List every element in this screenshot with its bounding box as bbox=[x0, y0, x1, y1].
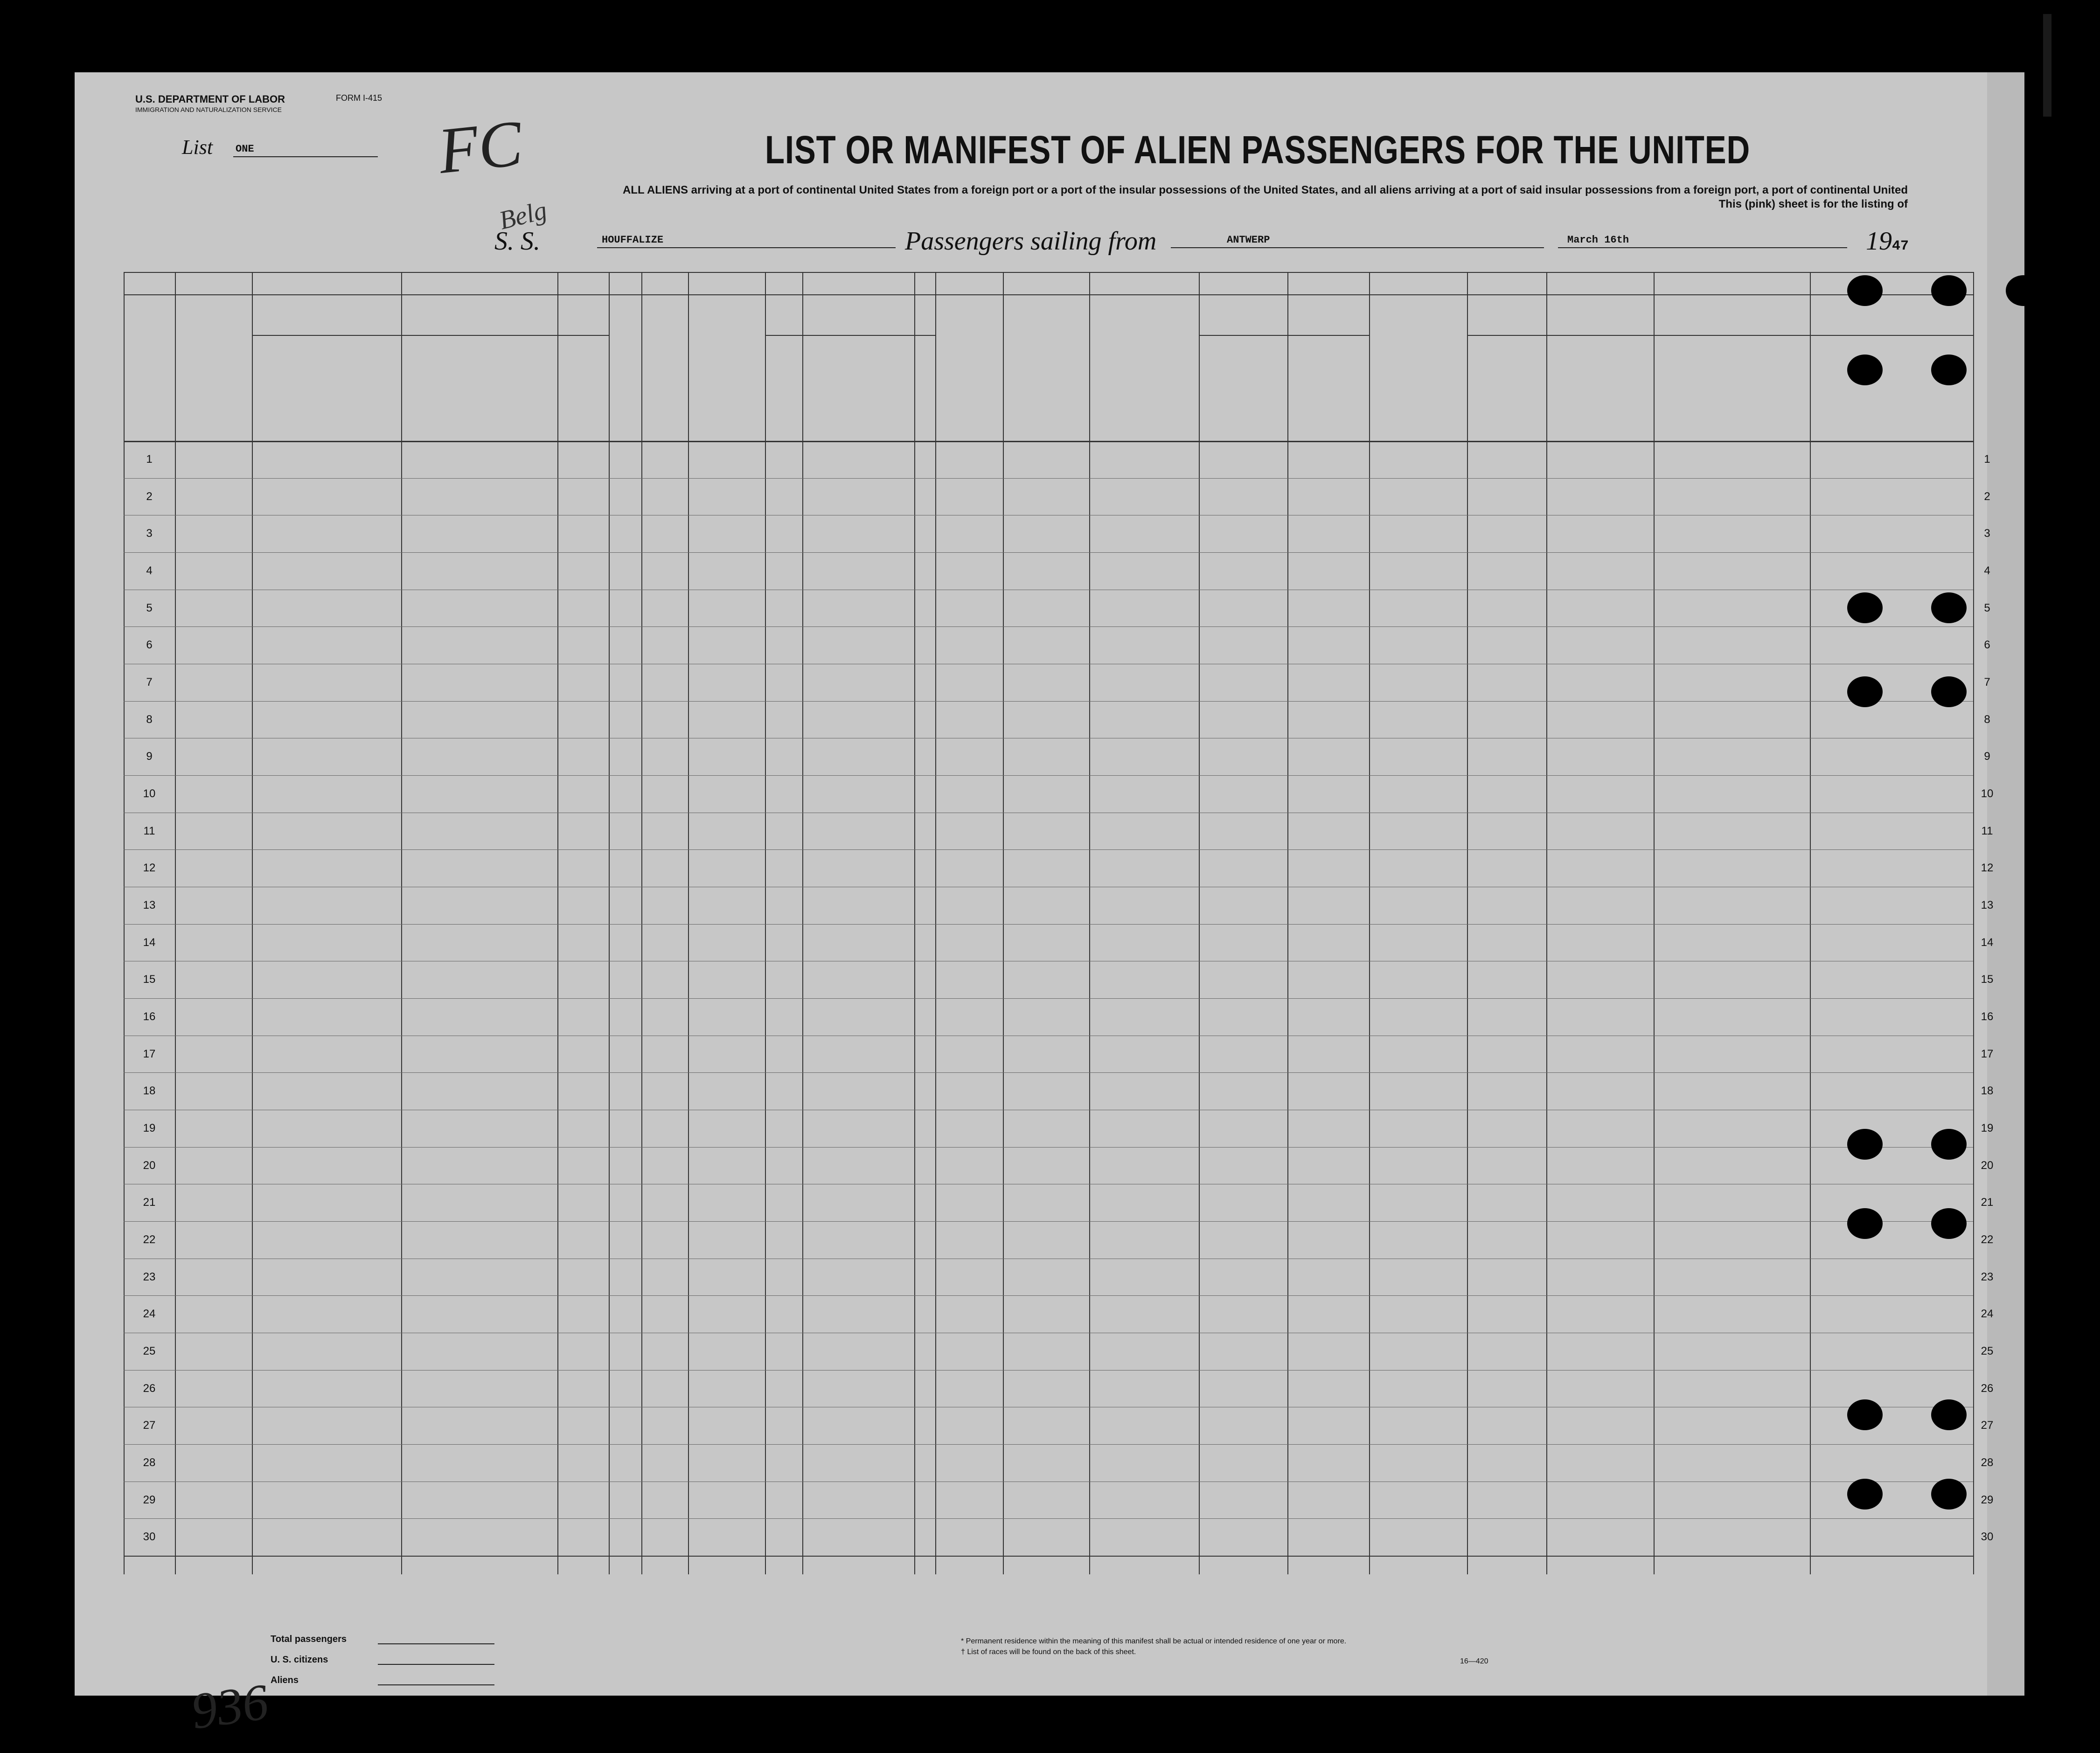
punch-hole bbox=[1847, 1208, 1883, 1239]
column-divider bbox=[1810, 272, 1811, 1574]
punch-hole bbox=[1931, 1479, 1967, 1510]
punch-hole bbox=[1847, 355, 1883, 385]
sailing-label: Passengers sailing from bbox=[905, 227, 1157, 256]
row-divider bbox=[124, 626, 1973, 627]
row-number: 10 bbox=[143, 787, 156, 800]
total-underline bbox=[378, 1643, 494, 1644]
row-number: 22 bbox=[143, 1233, 156, 1246]
column-divider bbox=[935, 272, 936, 1574]
manifest-sheet bbox=[75, 72, 1994, 1740]
row-number: 29 bbox=[143, 1493, 156, 1506]
row-divider bbox=[124, 701, 1973, 702]
binder-tab bbox=[2043, 14, 2051, 117]
row-number-right: 20 bbox=[1981, 1159, 1994, 1172]
row-number: 14 bbox=[143, 936, 156, 949]
row-number: 16 bbox=[143, 1010, 156, 1023]
sailing-date: March 16th bbox=[1567, 234, 1629, 246]
column-divider bbox=[1199, 272, 1200, 1574]
row-number: 30 bbox=[143, 1530, 156, 1544]
row-number: 20 bbox=[143, 1159, 156, 1172]
punch-hole bbox=[1931, 1129, 1967, 1160]
row-number: 18 bbox=[143, 1085, 156, 1098]
sheet-edge bbox=[1987, 72, 2024, 1696]
intro-line-2: This (pink) sheet is for the listing of bbox=[1718, 198, 1908, 210]
us-citizens-label: U. S. citizens bbox=[271, 1655, 328, 1665]
subheader-divider bbox=[1654, 335, 1973, 336]
ss-label: S. S. bbox=[494, 227, 540, 256]
row-divider bbox=[124, 1147, 1973, 1148]
punch-hole bbox=[1931, 355, 1967, 385]
row-divider bbox=[124, 478, 1973, 479]
row-number-right: 2 bbox=[1984, 490, 1990, 503]
row-number-right: 14 bbox=[1981, 936, 1994, 949]
year-prefix: 19 bbox=[1866, 227, 1892, 256]
handwritten-mark: FC bbox=[435, 107, 526, 188]
row-divider bbox=[124, 1518, 1973, 1519]
row-divider bbox=[124, 924, 1973, 925]
row-number-right: 12 bbox=[1981, 862, 1994, 875]
row-number-right: 9 bbox=[1984, 750, 1990, 763]
row-number-right: 27 bbox=[1981, 1419, 1994, 1432]
row-number-right: 4 bbox=[1984, 564, 1990, 577]
row-number-right: 6 bbox=[1984, 639, 1990, 652]
ship-name: HOUFFALIZE bbox=[602, 234, 664, 246]
row-number: 27 bbox=[143, 1419, 156, 1432]
service-label: IMMIGRATION AND NATURALIZATION SERVICE bbox=[135, 106, 282, 113]
handwritten-belg: Belg bbox=[496, 195, 550, 236]
citizens-underline bbox=[378, 1664, 494, 1665]
row-number-right: 18 bbox=[1981, 1085, 1994, 1098]
row-number-right: 21 bbox=[1981, 1196, 1994, 1209]
row-number: 9 bbox=[146, 750, 153, 763]
row-number: 15 bbox=[143, 973, 156, 986]
row-number-right: 5 bbox=[1984, 601, 1990, 614]
department-label: U.S. DEPARTMENT OF LABOR bbox=[135, 93, 285, 105]
form-code: 16—420 bbox=[1460, 1657, 1488, 1665]
year-label bbox=[1866, 226, 1909, 256]
row-number: 8 bbox=[146, 713, 153, 726]
row-divider bbox=[124, 552, 1973, 553]
subheader-divider bbox=[1467, 335, 1654, 336]
year-value: 47 bbox=[1892, 238, 1909, 254]
list-value: ONE bbox=[236, 143, 254, 155]
list-underline bbox=[233, 156, 378, 157]
subheader-divider bbox=[252, 335, 557, 336]
row-divider bbox=[124, 1444, 1973, 1445]
row-number: 19 bbox=[143, 1121, 156, 1134]
total-passengers-label: Total passengers bbox=[271, 1634, 347, 1644]
row-number: 12 bbox=[143, 862, 156, 875]
row-number-right: 19 bbox=[1981, 1121, 1994, 1134]
row-number: 28 bbox=[143, 1456, 156, 1469]
intro-text bbox=[508, 183, 1908, 211]
column-divider bbox=[1973, 272, 1974, 1574]
row-number: 3 bbox=[146, 527, 153, 540]
row-number: 7 bbox=[146, 675, 153, 689]
row-number-right: 28 bbox=[1981, 1456, 1994, 1469]
column-divider bbox=[252, 272, 253, 1574]
column-divider bbox=[1546, 272, 1547, 1574]
row-number: 6 bbox=[146, 639, 153, 652]
punch-hole bbox=[2006, 275, 2041, 306]
row-number-right: 10 bbox=[1981, 787, 1994, 800]
row-number-right: 30 bbox=[1981, 1530, 1994, 1544]
punch-hole bbox=[1847, 1479, 1883, 1510]
column-divider bbox=[914, 272, 915, 1574]
column-divider bbox=[401, 272, 402, 1574]
row-divider bbox=[124, 1295, 1973, 1296]
column-divider bbox=[1287, 272, 1288, 1574]
punch-hole bbox=[1931, 676, 1967, 707]
column-divider bbox=[557, 272, 558, 1574]
intro-line-1: ALL ALIENS arriving at a port of continental United States from a foreign port or a port of the insular possessions of the United States, and all aliens arriving at a port of said insular possessions from a foreign port, a port of continental United bbox=[622, 184, 1908, 196]
row-number-right: 23 bbox=[1981, 1270, 1994, 1283]
column-divider bbox=[175, 272, 176, 1574]
row-number: 26 bbox=[143, 1382, 156, 1395]
footnote-races: † List of races will be found on the back of this sheet. bbox=[961, 1648, 1136, 1656]
row-number: 25 bbox=[143, 1344, 156, 1357]
row-number: 2 bbox=[146, 490, 153, 503]
row-number-right: 24 bbox=[1981, 1308, 1994, 1321]
row-number: 11 bbox=[143, 824, 155, 837]
form-number: FORM I-415 bbox=[336, 93, 382, 103]
aliens-label: Aliens bbox=[271, 1675, 299, 1685]
column-divider bbox=[641, 272, 642, 1574]
port-name: ANTWERP bbox=[1227, 234, 1270, 246]
column-divider bbox=[1654, 272, 1655, 1574]
punch-hole bbox=[1847, 592, 1883, 623]
subheader-divider bbox=[1199, 335, 1369, 336]
row-divider bbox=[124, 998, 1973, 999]
column-divider bbox=[1089, 272, 1090, 1574]
row-number-right: 3 bbox=[1984, 527, 1990, 540]
column-divider bbox=[1003, 272, 1004, 1574]
subheader-divider bbox=[765, 335, 935, 336]
date-underline bbox=[1558, 247, 1847, 248]
punch-hole bbox=[1931, 1208, 1967, 1239]
row-number: 1 bbox=[146, 452, 153, 466]
row-number: 21 bbox=[143, 1196, 156, 1209]
row-number: 23 bbox=[143, 1270, 156, 1283]
port-underline bbox=[1171, 247, 1544, 248]
row-number-right: 25 bbox=[1981, 1344, 1994, 1357]
row-number-right: 8 bbox=[1984, 713, 1990, 726]
row-number: 4 bbox=[146, 564, 153, 577]
punch-hole bbox=[1847, 1399, 1883, 1430]
column-divider bbox=[124, 272, 125, 1574]
row-number: 17 bbox=[143, 1047, 156, 1060]
page-title: LIST OR MANIFEST OF ALIEN PASSENGERS FOR THE UNITED bbox=[765, 128, 1751, 172]
footnote-residence: * Permanent residence within the meaning of this manifest shall be actual or intended residence of one year or more. bbox=[961, 1637, 1347, 1645]
punch-hole bbox=[1847, 676, 1883, 707]
row-divider bbox=[124, 1221, 1973, 1222]
punch-hole bbox=[1847, 1129, 1883, 1160]
ship-underline bbox=[597, 247, 896, 248]
row-number-right: 13 bbox=[1981, 898, 1994, 911]
punch-hole bbox=[1931, 275, 1967, 306]
column-divider bbox=[1369, 272, 1370, 1574]
subheader-divider bbox=[557, 335, 609, 336]
column-divider bbox=[802, 272, 803, 1574]
row-number-right: 1 bbox=[1984, 452, 1990, 466]
row-number-right: 22 bbox=[1981, 1233, 1994, 1246]
row-number: 13 bbox=[143, 898, 156, 911]
row-number: 24 bbox=[143, 1308, 156, 1321]
row-number: 5 bbox=[146, 601, 153, 614]
column-divider bbox=[609, 272, 610, 1574]
page-number: 936 bbox=[188, 1673, 272, 1740]
row-number-right: 7 bbox=[1984, 675, 1990, 689]
row-number-right: 11 bbox=[1981, 824, 1993, 837]
row-number-right: 17 bbox=[1981, 1047, 1994, 1060]
column-divider bbox=[765, 272, 766, 1574]
row-divider bbox=[124, 849, 1973, 850]
row-divider bbox=[124, 1072, 1973, 1073]
column-divider bbox=[1467, 272, 1468, 1574]
aliens-underline bbox=[378, 1684, 494, 1685]
punch-hole bbox=[1847, 275, 1883, 306]
row-divider bbox=[124, 775, 1973, 776]
punch-hole bbox=[1931, 592, 1967, 623]
row-number-right: 26 bbox=[1981, 1382, 1994, 1395]
column-divider bbox=[688, 272, 689, 1574]
punch-hole bbox=[1931, 1399, 1967, 1430]
row-number-right: 15 bbox=[1981, 973, 1994, 986]
list-label: List bbox=[182, 136, 213, 159]
row-number-right: 29 bbox=[1981, 1493, 1994, 1506]
row-number-right: 16 bbox=[1981, 1010, 1994, 1023]
